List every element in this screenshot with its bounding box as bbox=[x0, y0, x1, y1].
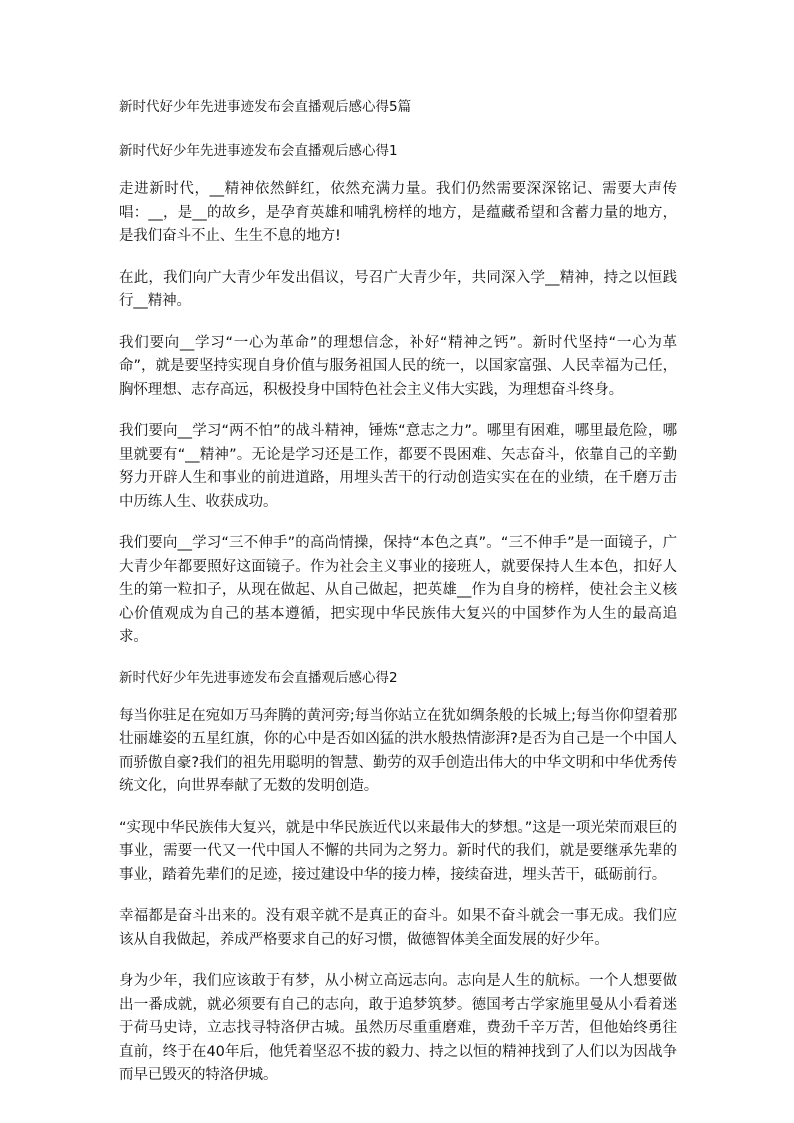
paragraph: 我们要向__学习“两不怕”的战斗精神，锤炼“意志之力”。哪里有困难，哪里最危险，哪里就要有“__精神”。无论是学习还是工作，都要不畏困难、矢志奋斗，依靠自己的辛勤努力开辟人生和事业的前进道路，用埋头苦干的行动创造实实在在的业绩，在千磨万击中历练人生、收获成功。 bbox=[119, 423, 677, 510]
paragraph: 我们要向__学习“三不伸手”的高尚情操，保持“本色之真”。“三不伸手”是一面镜子，广大青少年都要照好这面镜子。作为社会主义事业的接班人，就要保持人生本色，扣好人生的第一粒扣子，从现在做起、从自己做起，把英雄__作为自身的榜样，使社会主义核心价值观成为自己的基本遵循，把实现中华民族伟大复兴的中国梦作为人生的最高追求。 bbox=[119, 535, 677, 645]
paragraph: 身为少年，我们应该敢于有梦，从小树立高远志向。志向是人生的航标。一个人想要做出一番成就，就必须要有自己的志向，敢于追梦筑梦。德国考古学家施里曼从小看着迷于荷马史诗，立志找寻特洛伊古城。虽然历尽重重磨难，费劲千辛万苦，但他始终勇往直前，终于在40年后，他凭着坚忍不拔的毅力、持之以恒的精神找到了人们以为因战争而早已毁灭的特洛伊城。 bbox=[119, 973, 677, 1083]
paragraph: 我们要向__学习“一心为革命”的理想信念，补好“精神之钙”。新时代坚持“一心为革命”，就是要坚持实现自身价值与服务祖国人民的统一，以国家富强、人民幸福为己任，胸怀理想、志存高远，积极投身中国特色社会主义伟大实践，为理想奋斗终身。 bbox=[119, 334, 677, 398]
paragraph: 幸福都是奋斗出来的。没有艰辛就不是真正的奋斗。如果不奋斗就会一事无成。我们应该从自我做起，养成严格要求自己的好习惯，做德智体美全面发展的好少年。 bbox=[119, 908, 677, 948]
document-page bbox=[119, 97, 677, 1106]
paragraph: 每当你驻足在宛如万马奔腾的黄河旁;每当你站立在犹如绸条般的长城上;每当你仰望着那壮丽雄姿的五星红旗，你的心中是否如凶猛的洪水般热情澎湃?是否为自己是一个中国人而骄傲自豪?我们的祖先用聪明的智慧、勤劳的双手创造出伟大的中华文明和中华优秀传统文化，向世界奉献了无数的发明创造。 bbox=[119, 707, 677, 794]
paragraph: 走进新时代，__精神依然鲜红，依然充满力量。我们仍然需要深深铭记、需要大声传唱：__，是__的故乡，是孕育英雄和哺乳榜样的地方，是蕴藏希望和含蓄力量的地方，是我们奋斗不止、生生不息的地方! bbox=[119, 181, 677, 244]
essay-section-1 bbox=[119, 141, 677, 650]
essay-section-2 bbox=[119, 668, 677, 1088]
paragraph: “实现中华民族伟大复兴，就是中华民族近代以来最伟大的梦想。”这是一项光荣而艰巨的事业，需要一代又一代中国人不懈的共同为之努力。新时代的我们，就是要继承先辈的事业，踏着先辈们的足迹，接过建设中华的接力棒，接续奋进，埋头苦干，砥砺前行。 bbox=[119, 819, 677, 883]
document-title: 新时代好少年先进事迹发布会直播观后感心得5篇 bbox=[119, 99, 412, 115]
paragraph: 在此，我们向广大青少年发出倡议，号召广大青少年，共同深入学__精神，持之以恒践行__精神。 bbox=[119, 269, 677, 309]
section-heading: 新时代好少年先进事迹发布会直播观后感心得1 bbox=[119, 143, 398, 159]
section-heading: 新时代好少年先进事迹发布会直播观后感心得2 bbox=[119, 669, 398, 686]
